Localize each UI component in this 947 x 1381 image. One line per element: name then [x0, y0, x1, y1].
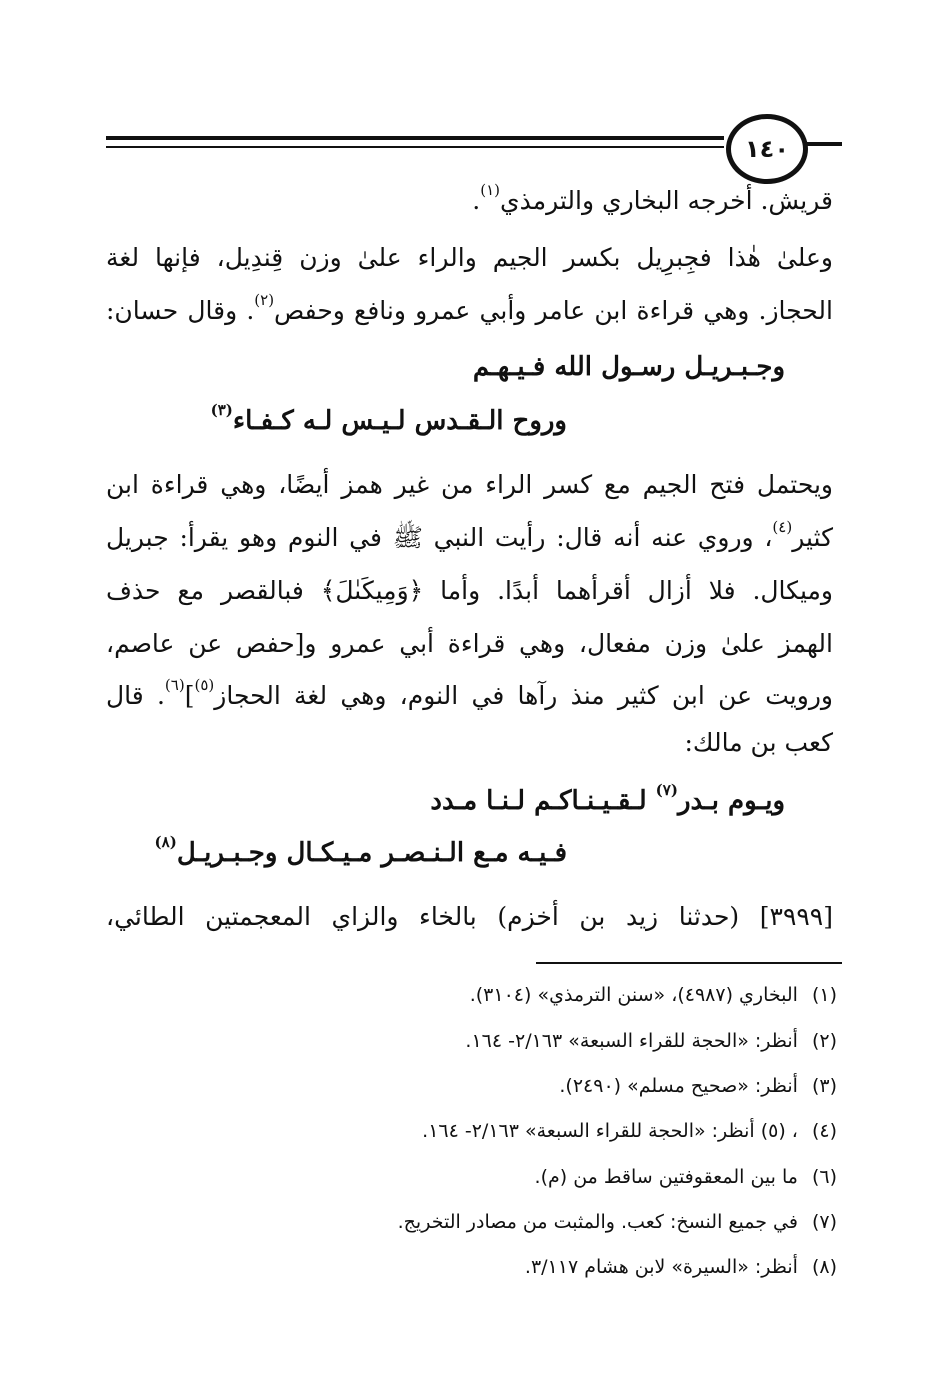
body-line-8: ورويت عن ابن كثير منذ رآها في النوم، وهي لغة الحجاز$^{(٥)}$]$^{(٦)}$. قال — [106, 676, 833, 710]
body-line-4: ويحتمل فتح الجيم مع كسر الراء من غير همز أيضًا، وهي قراءة ابن — [106, 470, 833, 499]
footnote-3 — [559, 1075, 837, 1097]
header-rule-bottom — [106, 146, 724, 148]
footnote-8 — [525, 1256, 837, 1278]
footnote-marker: (٤) — [772, 518, 793, 536]
page-number — [726, 114, 808, 184]
footnote-text: أنظر: «الحجة للقراء السبعة» ٢/١٦٣- ١٦٤. — [465, 1030, 798, 1052]
body-line-6: وميكال. فلا أزال أقرأهما أبدًا. وأما ﴿وَمِيكَىٰلَ﴾ فبالقصر مع حذف — [106, 576, 833, 605]
footnote-marker: (٥) — [194, 676, 215, 694]
footnote-number: (٧) — [811, 1211, 837, 1233]
footnote-6 — [535, 1166, 837, 1188]
verse-1-line-2: وروح الـقـدس لـيـس لـه كـفـاء$^{(٣)}$ — [210, 401, 567, 436]
footnote-marker: (٧) — [655, 781, 678, 799]
footnote-number: (٦) — [811, 1166, 837, 1188]
footnote-marker: (٨) — [154, 833, 177, 851]
footnote-2 — [465, 1030, 837, 1052]
footnote-text: أنظر: «السيرة» لابن هشام ٣/١١٧. — [524, 1256, 798, 1278]
body-line-9: كعب بن مالك: — [684, 728, 833, 757]
footnote-marker: (٣) — [210, 401, 233, 419]
header-rule-top — [106, 136, 724, 140]
body-line-10: [٣٩٩٩] (حدثنا زيد بن أخزم) بالخاء والزاي المعجمتين الطائي، — [106, 902, 833, 931]
footnote-marker: (٢) — [254, 291, 275, 309]
footnote-number: (١) — [811, 984, 837, 1006]
footnote-number: (٢) — [811, 1030, 837, 1052]
body-line-3: الحجاز. وهي قراءة ابن عامر وأبي عمرو ونافع وحفص$^{(٢)}$. وقال حسان: — [106, 291, 833, 325]
body-line-2: وعلىٰ هٰذا فجِبرِيل بكسر الجيم والراء علىٰ وزن قِندِيل، فإنها لغة — [106, 243, 834, 272]
header-rule-right — [804, 142, 842, 146]
verse-1-line-1: وجـبـريـل رسـول الله فـيـهـم — [472, 352, 785, 382]
footnote-marker: (٦) — [164, 676, 185, 694]
verse-2-line-1: ويـوم بـدر$^{(٧)}$ لـقـيـنـاكـم لـنـا مـدد — [430, 781, 785, 816]
footnote-4 — [422, 1120, 837, 1142]
footnote-text: ما بين المعقوفتين ساقط من (م). — [534, 1166, 798, 1188]
footnote-text: أنظر: «صحيح مسلم» (٢٤٩٠). — [559, 1075, 798, 1097]
footnote-text: ، (٥) أنظر: «الحجة للقراء السبعة» ٢/١٦٣- ١٦٤. — [422, 1120, 798, 1142]
body-line-7: الهمز علىٰ وزن مفعال، وهي قراءة أبي عمرو و[حفص عن عاصم، — [106, 629, 833, 658]
body-line-5: كثير$^{(٤)}$، وروي عنه أنه قال: رأيت النبي ﷺ في النوم وهو يقرأ: جبريل — [106, 518, 833, 552]
footnote-7 — [398, 1211, 837, 1233]
footnote-text: البخاري (٤٩٨٧)، «سنن الترمذي» (٣١٠٤). — [469, 984, 798, 1006]
footnote-marker: (١) — [480, 181, 501, 199]
footnote-number: (٨) — [811, 1256, 837, 1278]
verse-2-line-2: فـيـه مـع الـنـصـر مـيـكـال وجـبـريـل$^{(٨)}$ — [154, 833, 567, 868]
footnote-1 — [470, 984, 837, 1006]
footnote-separator — [536, 962, 842, 964]
page-number-text: ١٤٠ — [745, 135, 789, 163]
footnote-number: (٣) — [811, 1075, 837, 1097]
footnote-text: في جميع النسخ: كعب. والمثبت من مصادر التخريج. — [397, 1211, 798, 1233]
body-line-1: قريش. أخرجه البخاري والترمذي$^{(١)}$. — [472, 181, 833, 215]
footnote-number: (٤) — [811, 1120, 837, 1142]
